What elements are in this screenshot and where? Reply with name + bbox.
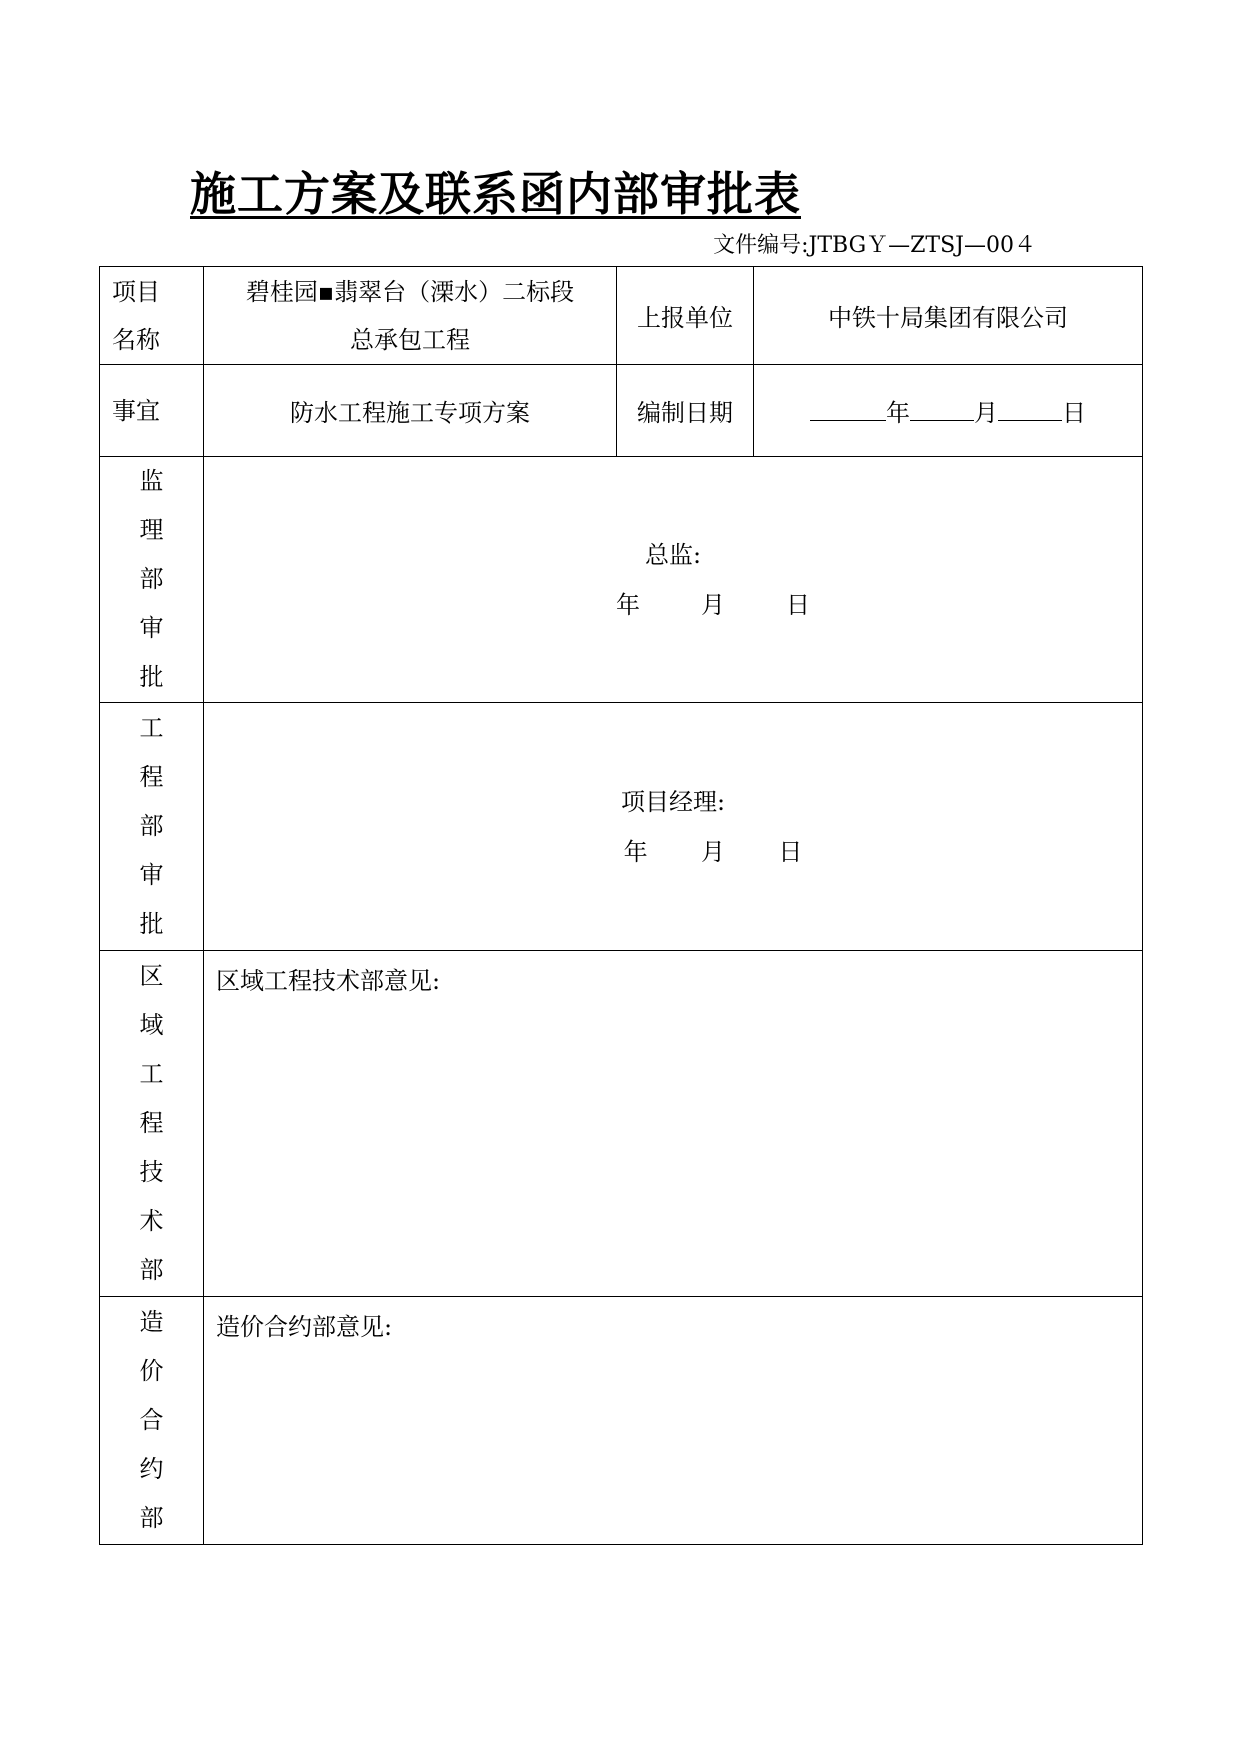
regional-tech-row [100,951,1143,1297]
regional-tech-opinion[interactable] [204,951,1143,1297]
year-blank[interactable] [810,394,886,421]
regional-tech-opinion-label: 区域工程技术部意见: [216,967,441,995]
engineering-label: 工 程 部 审 批 [100,703,204,951]
supervision-approval-area[interactable] [204,457,1143,703]
regional-tech-label: 区 域 工 程 技 术 部 [100,951,204,1297]
project-name-label: 项目 名称 [100,267,204,365]
approval-table [99,266,1143,1545]
matter-value: 防水工程施工专项方案 [204,365,617,457]
engineering-date: 年 月 日 [623,837,803,866]
submitting-unit-value: 中铁十局集团有限公司 [754,267,1143,365]
supervision-row [100,457,1143,703]
day-blank[interactable] [998,394,1062,421]
cost-contract-row [100,1297,1143,1545]
supervision-date: 年 月 日 [615,590,811,619]
supervision-label: 监 理 部 审 批 [100,457,204,703]
compile-date-label: 编制日期 [617,365,754,457]
matter-label: 事宜 [100,365,204,457]
page-title: 施工方案及联系函内部审批表 [190,167,801,221]
month-blank[interactable] [910,394,974,421]
file-number: 文件编号:JTBGＹ—ZTSJ—00４ [713,233,1036,258]
engineering-row [100,703,1143,951]
project-name-value: 碧桂园▪翡翠台（溧水）二标段 总承包工程 [204,267,617,365]
submitting-unit-label: 上报单位 [617,267,754,365]
compile-date-value[interactable]: 年 月 日 [754,365,1143,457]
engineering-approval-area[interactable] [204,703,1143,951]
matter-row [100,365,1143,457]
cost-contract-opinion[interactable] [204,1297,1143,1545]
project-manager-signature: 项目经理: [620,787,726,816]
cost-contract-opinion-label: 造价合约部意见: [216,1313,393,1341]
chief-supervisor-signature: 总监: [644,540,702,569]
project-row [100,267,1143,365]
cost-contract-label: 造 价 合 约 部 [100,1297,204,1545]
